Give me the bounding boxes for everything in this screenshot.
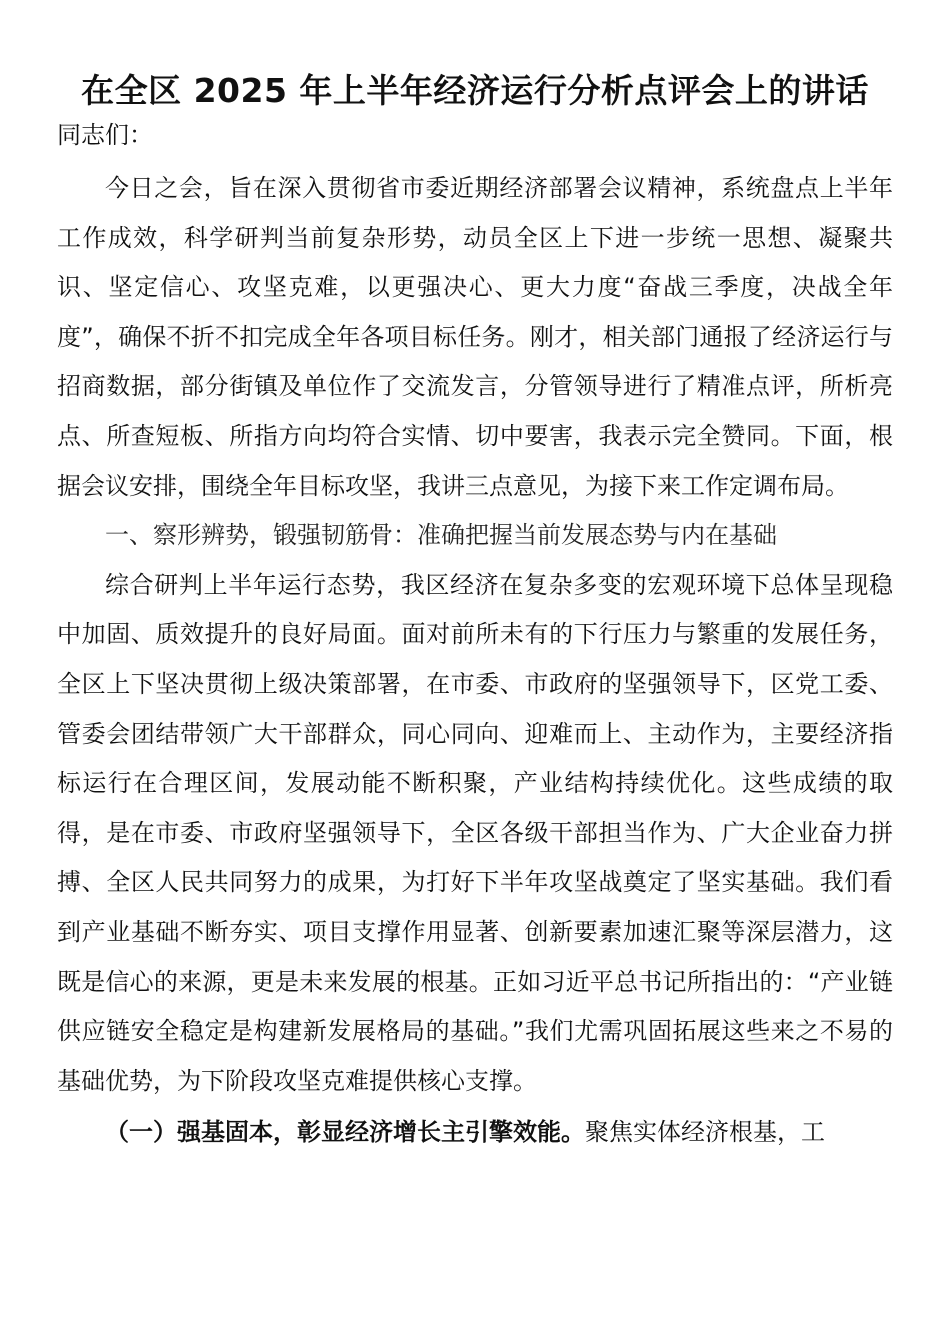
document-title: 在全区 2025 年上半年经济运行分析点评会上的讲话 — [81, 71, 869, 110]
subsection-1-text: 聚焦实体经济根基，工 — [585, 1118, 825, 1147]
section-heading-1: 一、察形辨势，锻强韧筋骨：准确把握当前发展态势与内在基础 — [105, 521, 777, 550]
salutation: 同志们： — [57, 121, 153, 149]
paragraph-intro: 今日之会，旨在深入贯彻省市委近期经济部署会议精神，系统盘点上半年工作成效，科学研判当前复杂形势，动员全区上下进一步统一思想、凝聚共识、坚定信心、攻坚克难，以更强决心、更大力度“奋战三季度，决战全年度”，确保不折不扣完成全年各项目标任务。刚才，相关部门通报了经济运行与招商数据，部分街镇及单位作了交流发言，分管领导进行了精准点评，所析亮点、所查短板、所指方向均符合实情、切中要害，我表示完全赞同。下面，根据会议安排，围绕全年目标攻坚，我讲三点意见，为接下来工作定调布局。 — [57, 174, 893, 500]
subsection-1-heading: （一）强基固本，彰显经济增长主引擎效能。 — [105, 1118, 585, 1147]
document-page — [57, 68, 893, 1158]
paragraph-situation: 综合研判上半年运行态势，我区经济在复杂多变的宏观环境下总体呈现稳中加固、质效提升的良好局面。面对前所未有的下行压力与繁重的发展任务，全区上下坚决贯彻上级决策部署，在市委、市政府的坚强领导下，区党工委、管委会团结带领广大干部群众，同心同向、迎难而上、主动作为，主要经济指标运行在合理区间，发展动能不断积聚，产业结构持续优化。这些成绩的取得，是在市委、市政府坚强领导下，全区各级干部担当作为、广大企业奋力拼搏、全区人民共同努力的成果，为打好下半年攻坚战奠定了坚实基础。我们看到产业基础不断夯实、项目支撑作用显著、创新要素加速汇聚等深层潜力，这既是信心的来源，更是未来发展的根基。正如习近平总书记所指出的：“产业链供应链安全稳定是构建新发展格局的基础。”我们尤需巩固拓展这些来之不易的基础优势，为下阶段攻坚克难提供核心支撑。 — [57, 570, 893, 1095]
subsection-1 — [57, 1108, 893, 1158]
